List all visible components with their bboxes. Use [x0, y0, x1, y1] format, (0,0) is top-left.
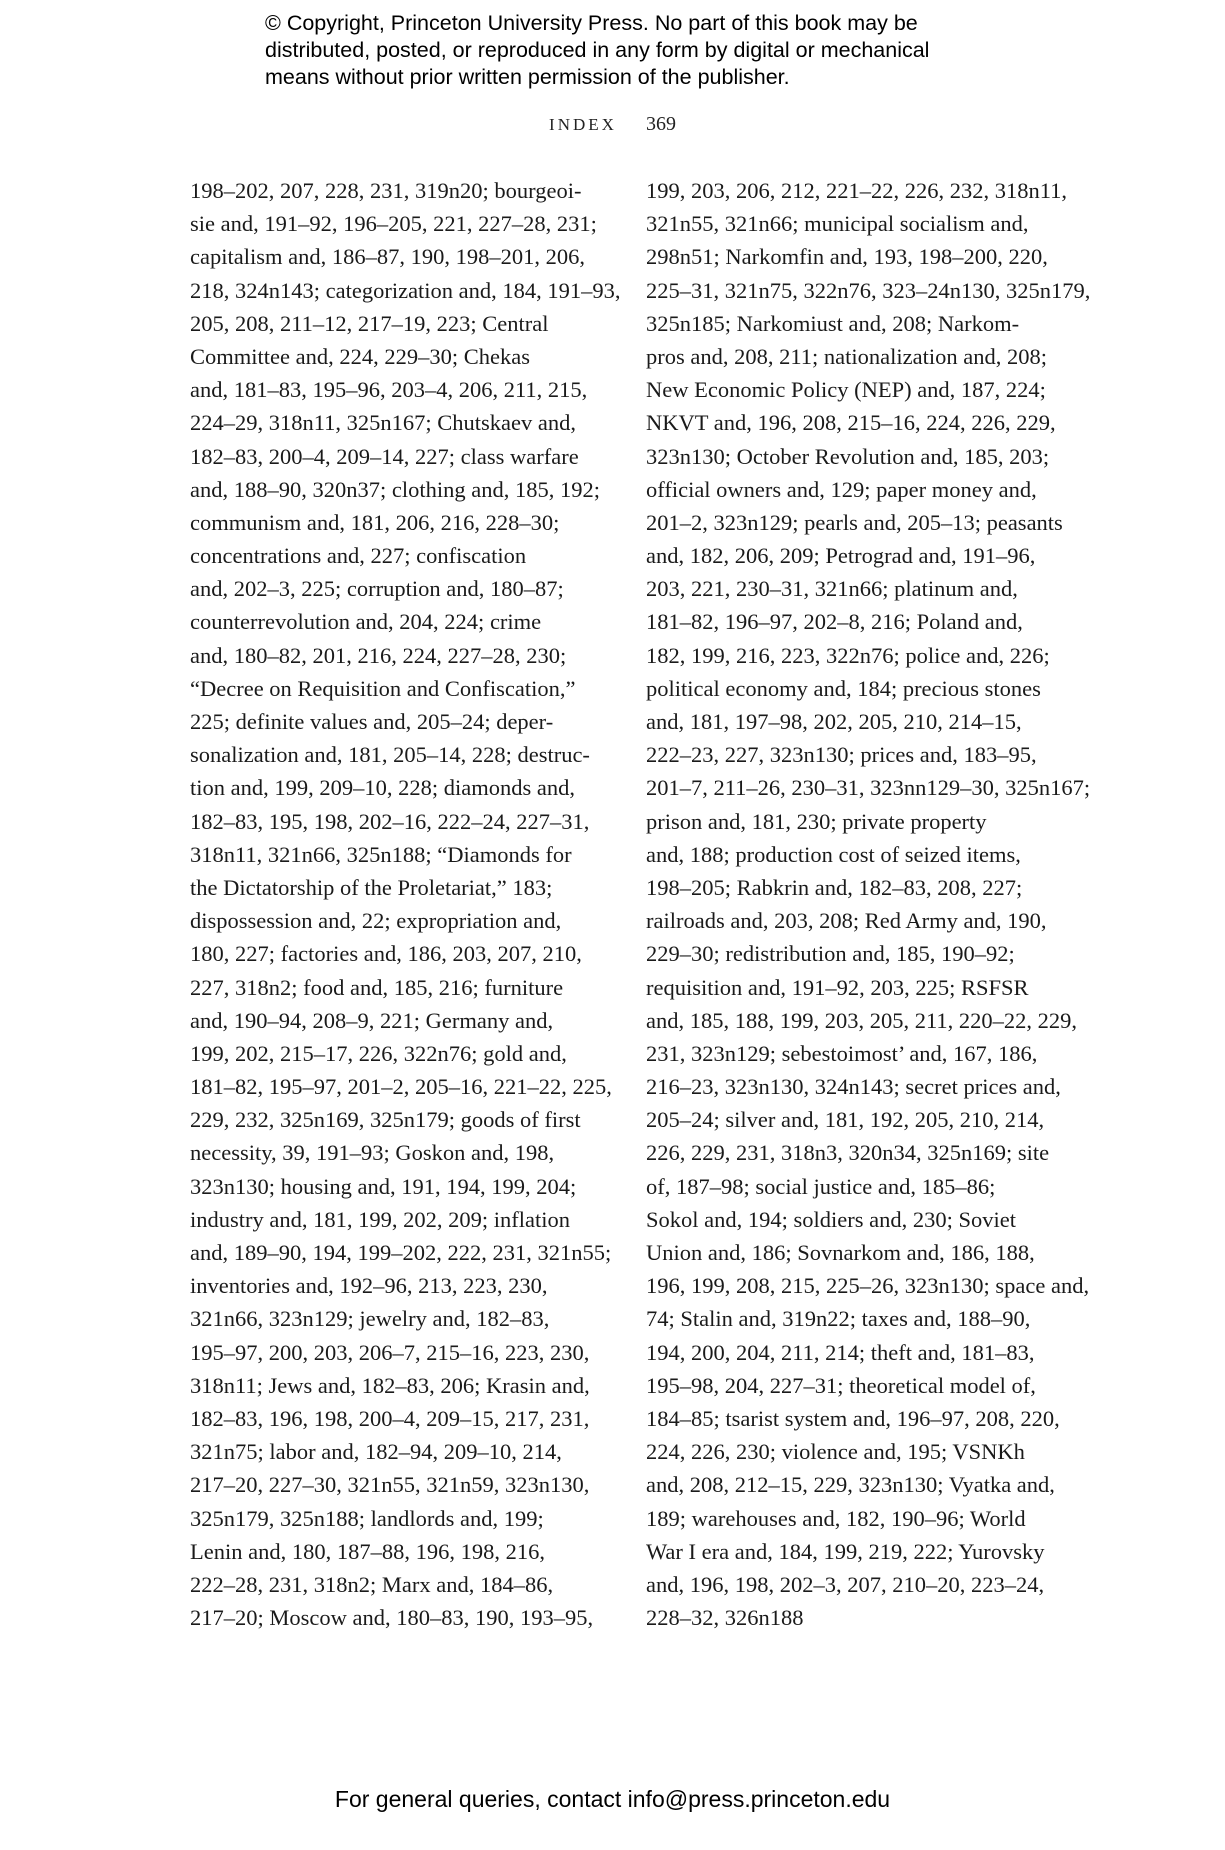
- index-line: 218, 324n143; categorization and, 184, 191–93,: [190, 277, 621, 303]
- index-line: 318n11, 321n66, 325n188; “Diamonds for: [190, 841, 572, 867]
- index-line: 227, 318n2; food and, 185, 216; furniture: [190, 974, 564, 1000]
- index-line: 203, 221, 230–31, 321n66; platinum and,: [646, 576, 1018, 602]
- index-line: 205, 208, 211–12, 217–19, 223; Central: [190, 310, 549, 336]
- index-line: necessity, 39, 191–93; Goskon and, 198,: [190, 1140, 555, 1166]
- index-line: official owners and, 129; paper money and,: [646, 476, 1037, 502]
- copyright-notice: [265, 10, 1025, 91]
- index-line: and, 208, 212–15, 229, 323n130; Vyatka and,: [646, 1472, 1055, 1498]
- index-line: and, 181–83, 195–96, 203–4, 206, 211, 215,: [190, 377, 588, 403]
- index-line: 196, 199, 208, 215, 225–26, 323n130; space and,: [646, 1273, 1090, 1299]
- index-line: Sokol and, 194; soldiers and, 230; Soviet: [646, 1206, 1016, 1232]
- copyright-line: distributed, posted, or reproduced in any form by digital or mechanical: [265, 38, 930, 62]
- index-line: pros and, 208, 211; nationalization and, 208;: [646, 343, 1047, 369]
- index-line: and, 180–82, 201, 216, 224, 227–28, 230;: [190, 642, 567, 668]
- index-line: and, 185, 188, 199, 203, 205, 211, 220–22, 229,: [646, 1007, 1078, 1033]
- index-line: 222–28, 231, 318n2; Marx and, 184–86,: [190, 1571, 554, 1597]
- index-line: 181–82, 195–97, 201–2, 205–16, 221–22, 225,: [190, 1074, 612, 1100]
- index-line: and, 202–3, 225; corruption and, 180–87;: [190, 576, 564, 602]
- index-line: 225–31, 321n75, 322n76, 323–24n130, 325n179,: [646, 277, 1091, 303]
- index-line: 323n130; housing and, 191, 194, 199, 204;: [190, 1173, 577, 1199]
- index-line: 180, 227; factories and, 186, 203, 207, 210,: [190, 941, 582, 967]
- index-line: 199, 203, 206, 212, 221–22, 226, 232, 318n11,: [646, 178, 1068, 203]
- index-line: and, 190–94, 208–9, 221; Germany and,: [190, 1007, 554, 1033]
- index-line: New Economic Policy (NEP) and, 187, 224;: [646, 377, 1046, 403]
- index-line: 189; warehouses and, 182, 190–96; World: [646, 1505, 1026, 1531]
- index-line: 323n130; October Revolution and, 185, 203;: [646, 443, 1050, 469]
- index-line: 194, 200, 204, 211, 214; theft and, 181–83,: [646, 1339, 1035, 1365]
- index-line: 184–85; tsarist system and, 196–97, 208, 220,: [646, 1405, 1060, 1431]
- index-line: 325n185; Narkomiust and, 208; Narkom-: [646, 310, 1020, 336]
- index-line: 318n11; Jews and, 182–83, 206; Krasin and,: [190, 1372, 590, 1398]
- index-line: 182, 199, 216, 223, 322n76; police and, 226;: [646, 642, 1050, 668]
- footer-contact: For general queries, contact info@press.princeton.edu: [334, 1786, 891, 1812]
- index-line: 298n51; Narkomfin and, 193, 198–200, 220,: [646, 244, 1048, 270]
- index-line: 229, 232, 325n169, 325n179; goods of first: [190, 1107, 581, 1133]
- index-line: of, 187–98; social justice and, 185–86;: [646, 1173, 996, 1199]
- copyright-line: © Copyright, Princeton University Press. No part of this book may be: [265, 11, 918, 35]
- index-line: Lenin and, 180, 187–88, 196, 198, 216,: [190, 1538, 545, 1564]
- index-line: communism and, 181, 206, 216, 228–30;: [190, 509, 560, 535]
- index-line: industry and, 181, 199, 202, 209; inflation: [190, 1206, 570, 1232]
- index-line: Committee and, 224, 229–30; Chekas: [190, 343, 530, 369]
- copyright-line: means without prior written permission of the publisher.: [265, 65, 790, 89]
- index-line: counterrevolution and, 204, 224; crime: [190, 609, 542, 635]
- index-line: 182–83, 195, 198, 202–16, 222–24, 227–31,: [190, 808, 590, 834]
- index-line: 321n75; labor and, 182–94, 209–10, 214,: [190, 1439, 562, 1465]
- index-line: and, 196, 198, 202–3, 207, 210–20, 223–24,: [646, 1571, 1045, 1597]
- index-line: railroads and, 203, 208; Red Army and, 190,: [646, 908, 1047, 934]
- index-line: 226, 229, 231, 318n3, 320n34, 325n169; site: [646, 1140, 1050, 1166]
- index-line: “Decree on Requisition and Confiscation,”: [190, 675, 576, 701]
- index-line: 182–83, 196, 198, 200–4, 209–15, 217, 231,: [190, 1405, 590, 1431]
- index-line: 224–29, 318n11, 325n167; Chutskaev and,: [190, 410, 577, 436]
- index-line: 217–20; Moscow and, 180–83, 190, 193–95,: [190, 1605, 594, 1631]
- index-line: 228–32, 326n188: [646, 1605, 804, 1631]
- index-line: 229–30; redistribution and, 185, 190–92;: [646, 941, 1015, 967]
- index-line: 224, 226, 230; violence and, 195; VSNKh: [646, 1439, 1025, 1465]
- index-column-right: [646, 174, 1090, 1634]
- index-line: sie and, 191–92, 196–205, 221, 227–28, 231;: [190, 211, 597, 237]
- index-line: 195–97, 200, 203, 206–7, 215–16, 223, 230,: [190, 1339, 590, 1365]
- index-line: 217–20, 227–30, 321n55, 321n59, 323n130,: [190, 1472, 590, 1498]
- index-line: prison and, 181, 230; private property: [646, 808, 987, 834]
- index-line: the Dictatorship of the Proletariat,” 183;: [190, 874, 553, 900]
- index-line: 199, 202, 215–17, 226, 322n76; gold and,: [190, 1040, 567, 1066]
- index-line: and, 189–90, 194, 199–202, 222, 231, 321n55;: [190, 1240, 612, 1265]
- index-line: 231, 323n129; sebestoimost’ and, 167, 186,: [646, 1040, 1038, 1066]
- index-line: 222–23, 227, 323n130; prices and, 183–95,: [646, 742, 1037, 768]
- index-line: 198–202, 207, 228, 231, 319n20; bourgeoi-: [190, 178, 582, 203]
- index-line: 201–7, 211–26, 230–31, 323nn129–30, 325n167;: [646, 775, 1091, 801]
- index-line: and, 181, 197–98, 202, 205, 210, 214–15,: [646, 709, 1022, 734]
- index-line: War I era and, 184, 199, 219, 222; Yurovsky: [646, 1538, 1045, 1564]
- index-line: 74; Stalin and, 319n22; taxes and, 188–90,: [646, 1306, 1031, 1332]
- index-line: NKVT and, 196, 208, 215–16, 224, 226, 229,: [646, 410, 1056, 436]
- index-line: 181–82, 196–97, 202–8, 216; Poland and,: [646, 609, 1023, 635]
- index-line: 201–2, 323n129; pearls and, 205–13; peasants: [646, 509, 1063, 535]
- index-column-left: [190, 174, 621, 1634]
- index-line: 198–205; Rabkrin and, 182–83, 208, 227;: [646, 874, 1023, 900]
- index-line: sonalization and, 181, 205–14, 228; destruc-: [190, 742, 590, 768]
- page-number: 369: [645, 113, 676, 135]
- index-line: inventories and, 192–96, 213, 223, 230,: [190, 1273, 548, 1299]
- index-line: 182–83, 200–4, 209–14, 227; class warfare: [190, 443, 579, 469]
- index-line: and, 188–90, 320n37; clothing and, 185, 192;: [190, 476, 600, 502]
- index-line: 195–98, 204, 227–31; theoretical model of,: [646, 1372, 1036, 1398]
- index-line: 205–24; silver and, 181, 192, 205, 210, 214,: [646, 1107, 1045, 1133]
- index-line: 216–23, 323n130, 324n143; secret prices and,: [646, 1074, 1061, 1100]
- index-line: capitalism and, 186–87, 190, 198–201, 206,: [190, 244, 585, 270]
- index-line: and, 182, 206, 209; Petrograd and, 191–96,: [646, 543, 1036, 569]
- index-line: concentrations and, 227; confiscation: [190, 543, 527, 569]
- index-line: tion and, 199, 209–10, 228; diamonds and,: [190, 775, 575, 801]
- index-line: dispossession and, 22; expropriation and,: [190, 908, 562, 934]
- index-line: 321n55, 321n66; municipal socialism and,: [646, 211, 1029, 237]
- index-line: 325n179, 325n188; landlords and, 199;: [190, 1505, 544, 1531]
- index-line: political economy and, 184; precious stones: [646, 675, 1041, 701]
- index-line: requisition and, 191–92, 203, 225; RSFSR: [646, 974, 1029, 1000]
- index-line: 321n66, 323n129; jewelry and, 182–83,: [190, 1306, 550, 1332]
- running-head: [0, 113, 1225, 136]
- running-head-label: INDEX: [549, 115, 617, 134]
- index-line: and, 188; production cost of seized items,: [646, 841, 1021, 867]
- index-line: Union and, 186; Sovnarkom and, 186, 188,: [646, 1240, 1035, 1265]
- index-line: 225; definite values and, 205–24; deper-: [190, 709, 554, 734]
